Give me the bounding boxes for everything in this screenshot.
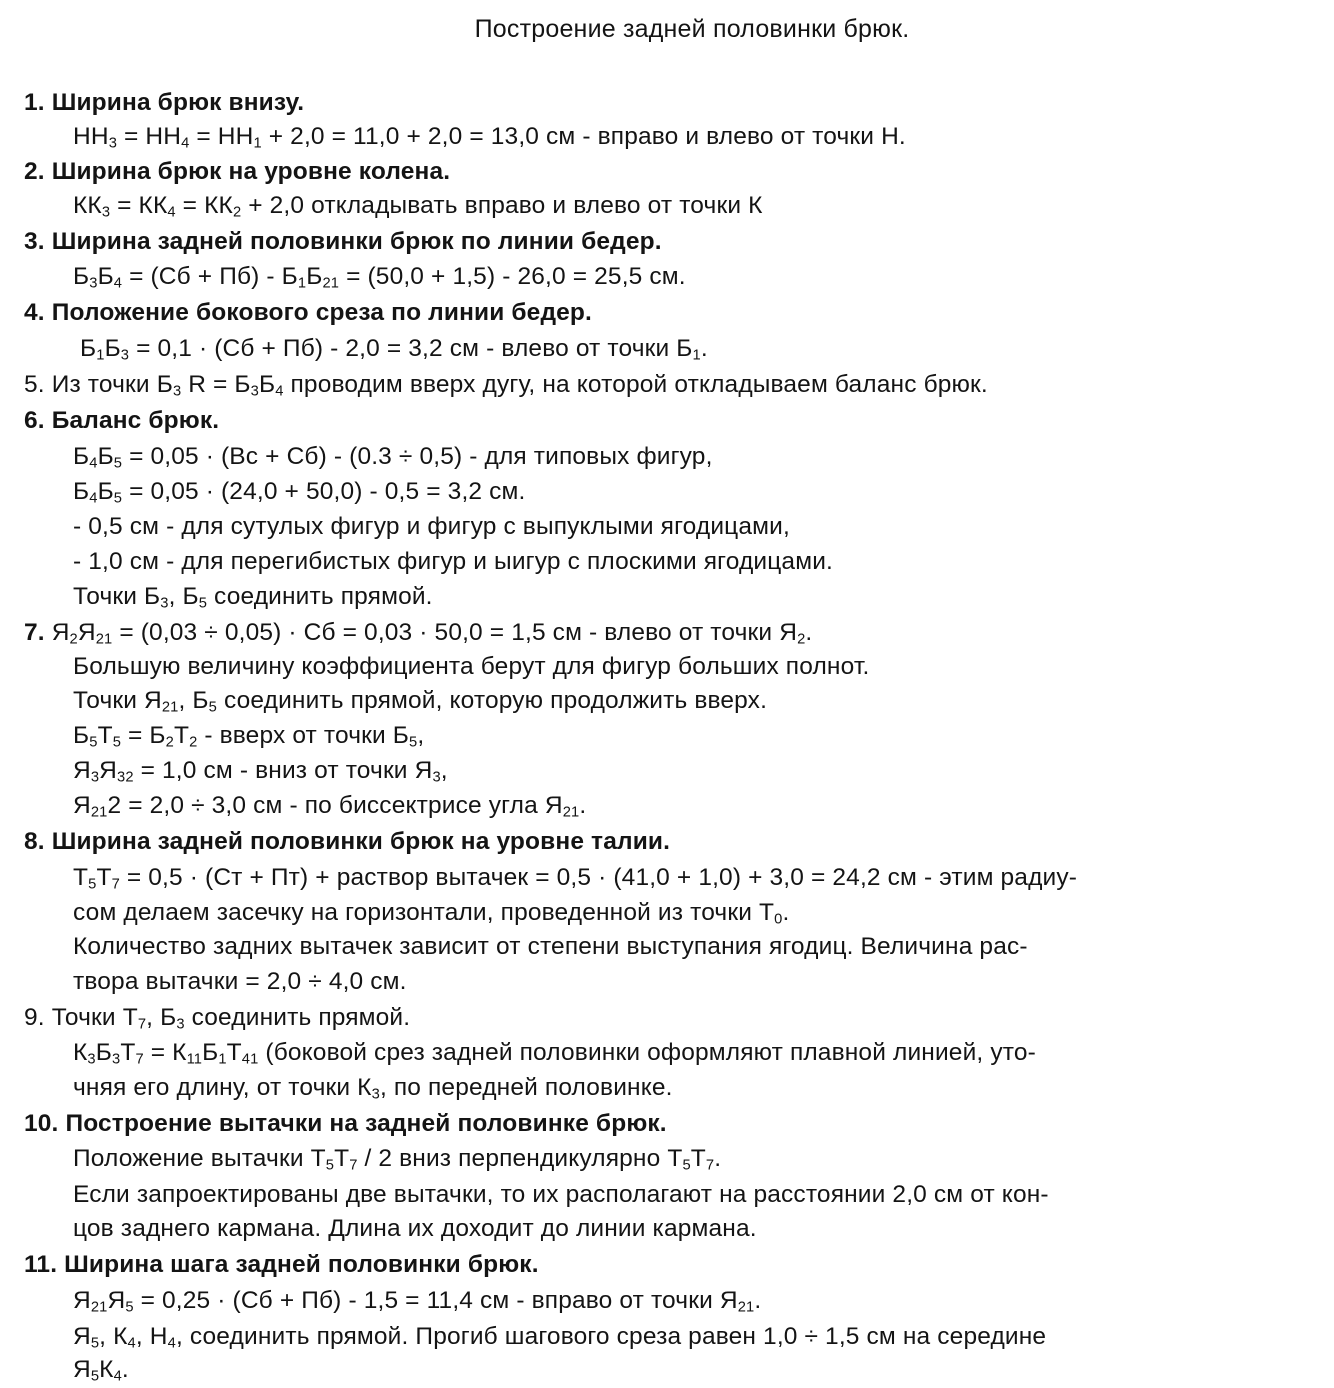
text-segment: Б	[104, 335, 121, 362]
subscript: 3	[101, 204, 111, 221]
subscript: 5	[112, 734, 122, 751]
text-segment: , соединить прямой. Прогиб шагового среза равен 1,0 ÷ 1,5 см на середине	[175, 1323, 1047, 1350]
subscript: 1	[297, 275, 307, 292]
subscript: 7	[111, 876, 120, 893]
text-segment: Б	[306, 263, 323, 290]
subscript: 2	[165, 734, 174, 751]
text-segment: - 0,5 см - для сутулых фигур и фигур с выпуклыми ягодицами,	[73, 513, 790, 540]
text-segment: Я	[73, 757, 91, 784]
text-segment: 5. Из точки Б	[24, 371, 173, 398]
text-segment: К	[73, 1039, 88, 1066]
subscript: 2	[189, 734, 198, 751]
text-segment: Б	[97, 263, 114, 290]
text-line	[73, 440, 713, 474]
text-segment: НН	[73, 123, 109, 150]
subscript: 3	[160, 595, 169, 612]
text-segment: Точки Я	[73, 687, 162, 714]
text-line	[73, 1284, 761, 1318]
subscript: 5	[682, 1157, 691, 1174]
text-segment: 2. Ширина брюк на уровне колена.	[24, 158, 451, 185]
text-line	[73, 684, 767, 718]
text-segment: Количество задних вытачек зависит от степени выступания ягодиц. Величина рас-	[73, 933, 1028, 960]
subscript: 21	[562, 804, 580, 821]
subscript: 2	[69, 631, 78, 648]
subscript: 21	[90, 1299, 108, 1316]
text-segment: Т	[690, 1145, 706, 1172]
text-segment: ,	[417, 722, 425, 749]
text-line	[73, 965, 407, 999]
text-segment: (боковой срез задней половинки оформляют плавной линией, уто-	[258, 1039, 1036, 1066]
text-segment: .	[782, 899, 790, 926]
text-segment: соединить прямой, которую продолжить вверх.	[216, 687, 768, 714]
text-segment: соединить прямой.	[184, 1004, 411, 1031]
subscript: 1	[692, 347, 701, 364]
text-segment: = КК	[110, 192, 168, 219]
subscript: 3	[371, 1086, 380, 1103]
text-segment: = 1,0 см - вниз от точки Я	[133, 757, 433, 784]
subscript: 5	[198, 595, 208, 612]
text-line	[73, 650, 869, 684]
text-line	[73, 1071, 673, 1105]
text-line	[73, 1036, 1036, 1070]
subscript: 5	[113, 490, 123, 507]
text-segment: Т	[96, 864, 112, 891]
text-line	[73, 1178, 1049, 1212]
text-segment: = К	[143, 1039, 187, 1066]
text-segment: 8. Ширина задней половинки брюк на уровне талии.	[24, 828, 671, 855]
text-segment: 6. Баланс брюк.	[24, 407, 220, 434]
subscript: 5	[89, 734, 98, 751]
page-title: Построение задней половинки брюк.	[474, 15, 910, 43]
subscript: 5	[113, 455, 123, 472]
text-line	[73, 754, 448, 788]
subscript: 4	[167, 1335, 176, 1352]
text-segment: 10. Построение вытачки на задней половинке брюк.	[24, 1110, 667, 1137]
text-segment: 4. Положение бокового среза по линии бедер.	[24, 299, 592, 326]
subscript: 3	[111, 1051, 121, 1068]
text-segment: проводим вверх дугу, на которой откладываем баланс брюк.	[283, 371, 988, 398]
text-segment: Б	[80, 335, 97, 362]
subscript: 5	[325, 1157, 335, 1174]
text-segment: 1. Ширина брюк внизу.	[24, 89, 305, 116]
text-segment: = 0,5 · (Ст + Пт) + раствор вытачек = 0,5 · (41,0 + 1,0) + 3,0 = 24,2 см - этим радиу-	[119, 864, 1078, 891]
subscript: 3	[87, 1051, 96, 1068]
text-segment: Я	[73, 792, 91, 819]
text-segment: , К	[99, 1323, 128, 1350]
text-line	[73, 789, 586, 823]
text-segment: Б	[97, 478, 114, 505]
subscript: 1	[218, 1051, 227, 1068]
text-segment: = 0,05 · (Вс + Сб) - (0.3 ÷ 0,5) - для типовых фигур,	[122, 443, 713, 470]
text-segment: 3. Ширина задней половинки брюк по линии бедер.	[24, 228, 662, 255]
text-segment: Я	[107, 1287, 126, 1314]
section-heading	[24, 155, 450, 189]
subscript: 1	[253, 135, 262, 152]
text-segment: .	[579, 792, 587, 819]
text-line	[24, 1001, 410, 1035]
subscript: 21	[322, 275, 340, 292]
text-segment: - вверх от точки Б	[197, 722, 410, 749]
subscript: 4	[181, 135, 190, 152]
section-heading	[24, 296, 592, 330]
text-line	[73, 861, 1077, 895]
subscript: 2	[797, 631, 806, 648]
text-segment: 9. Точки Т	[24, 1004, 138, 1031]
text-segment: Б	[97, 443, 114, 470]
subscript: 7	[135, 1051, 144, 1068]
text-segment: Т	[334, 1145, 350, 1172]
text-segment: сом делаем засечку на горизонтали, проведенной из точки Т	[73, 899, 775, 926]
subscript: 11	[186, 1051, 203, 1068]
section-heading	[24, 1107, 667, 1141]
text-segment: Я	[51, 619, 70, 646]
text-line	[73, 1212, 757, 1246]
subscript: 5	[90, 1335, 100, 1352]
subscript: 3	[89, 275, 98, 292]
subscript: 7	[137, 1016, 147, 1033]
section-heading	[24, 225, 662, 259]
subscript: 4	[113, 275, 123, 292]
subscript: 3	[108, 135, 118, 152]
subscript: 1	[96, 347, 105, 364]
text-segment: Большую величину коэффициента берут для фигур больших полнот.	[73, 653, 870, 680]
text-line	[73, 189, 763, 223]
section-heading	[24, 825, 670, 859]
text-segment: , Б	[178, 687, 209, 714]
text-line	[24, 616, 812, 650]
section-heading	[24, 1248, 539, 1282]
text-line	[73, 260, 686, 294]
subscript: 4	[89, 490, 98, 507]
text-line	[73, 896, 789, 930]
text-segment: , Н	[135, 1323, 168, 1350]
text-segment: , Б	[168, 583, 199, 610]
text-segment: .	[754, 1287, 762, 1314]
text-segment: = КК	[175, 192, 233, 219]
text-segment: .	[121, 1356, 129, 1383]
text-line	[73, 1353, 129, 1387]
text-line	[73, 1142, 721, 1176]
subscript: 4	[167, 204, 176, 221]
subscript: 3	[432, 769, 441, 786]
subscript: 3	[250, 383, 259, 400]
text-segment: 2 = 2,0 ÷ 3,0 см - по биссектрисе угла Я	[107, 792, 563, 819]
text-line	[73, 475, 525, 509]
text-segment: Б	[73, 443, 90, 470]
text-segment: 7.	[24, 619, 52, 646]
subscript: 5	[208, 699, 217, 716]
text-segment: КК	[73, 192, 102, 219]
text-segment: , Б	[146, 1004, 177, 1031]
text-segment: Если запроектированы две вытачки, то их располагают на расстоянии 2,0 см от кон-	[73, 1181, 1049, 1208]
section-heading	[24, 86, 304, 120]
text-segment: Я	[99, 757, 118, 784]
text-segment: цов заднего кармана. Длина их доходит до линии кармана.	[73, 1215, 757, 1242]
section-heading	[24, 404, 219, 438]
text-segment: Т	[97, 722, 113, 749]
subscript: 7	[705, 1157, 715, 1174]
subscript: 5	[409, 734, 418, 751]
text-segment: Т	[226, 1039, 242, 1066]
text-line	[73, 120, 906, 154]
subscript: 5	[125, 1299, 134, 1316]
text-segment: .	[700, 335, 708, 362]
subscript: 4	[275, 383, 284, 400]
text-segment: Б	[73, 722, 90, 749]
subscript: 3	[176, 1016, 185, 1033]
text-segment: Я	[77, 619, 96, 646]
text-segment: Т	[173, 722, 190, 749]
text-segment: 11. Ширина шага задней половинки брюк.	[24, 1251, 539, 1278]
text-segment: .	[714, 1145, 722, 1172]
text-segment: = 0,25 · (Сб + Пб) - 1,5 = 11,4 см - вправо от точки Я	[133, 1287, 738, 1314]
text-line	[73, 1320, 1046, 1354]
text-segment: Б	[259, 371, 276, 398]
text-segment: Точки Б	[73, 583, 161, 610]
text-segment: + 2,0 откладывать вправо и влево от точки К	[241, 192, 763, 219]
subscript: 3	[120, 347, 130, 364]
text-segment: - 1,0 см - для перегибистых фигур и ыигур с плоскими ягодицами.	[73, 548, 833, 575]
text-segment: твора вытачки = 2,0 ÷ 4,0 см.	[73, 968, 407, 995]
text-segment: = НН	[117, 123, 182, 150]
text-segment: + 2,0 = 11,0 + 2,0 = 13,0 см - вправо и влево от точки Н.	[261, 123, 906, 150]
subscript: 21	[737, 1299, 755, 1316]
text-segment: Б	[95, 1039, 112, 1066]
text-segment: К	[99, 1356, 114, 1383]
subscript: 32	[117, 769, 134, 786]
text-line	[24, 368, 988, 402]
subscript: 21	[95, 631, 113, 648]
subscript: 7	[349, 1157, 358, 1174]
text-segment: Б	[73, 263, 90, 290]
text-line	[73, 719, 424, 753]
text-line	[80, 332, 708, 366]
text-segment: = Б	[121, 722, 166, 749]
text-segment: = (0,03 ÷ 0,05) · Сб = 0,03 · 50,0 = 1,5 см - влево от точки Я	[112, 619, 798, 646]
text-segment: Т	[120, 1039, 136, 1066]
text-line	[73, 545, 833, 579]
text-segment: Положение вытачки Т	[73, 1145, 326, 1172]
text-segment: соединить прямой.	[207, 583, 433, 610]
text-segment: = (Сб + Пб) - Б	[122, 263, 298, 290]
subscript: 21	[90, 804, 108, 821]
subscript: 3	[90, 769, 100, 786]
text-segment: Б	[73, 478, 90, 505]
text-line	[73, 580, 433, 614]
text-segment: = 0,1 · (Сб + Пб) - 2,0 = 3,2 см - влево от точки Б	[129, 335, 693, 362]
text-segment: , по передней половинке.	[379, 1074, 673, 1101]
text-segment: чняя его длину, от точки К	[73, 1074, 372, 1101]
text-segment: Я	[73, 1356, 91, 1383]
text-line	[73, 510, 790, 544]
subscript: 5	[88, 876, 97, 893]
text-segment: = 0,05 · (24,0 + 50,0) - 0,5 = 3,2 см.	[122, 478, 526, 505]
subscript: 4	[113, 1368, 122, 1385]
subscript: 3	[172, 383, 182, 400]
subscript: 2	[232, 204, 242, 221]
subscript: 4	[127, 1335, 136, 1352]
subscript: 41	[241, 1051, 259, 1068]
subscript: 5	[90, 1368, 100, 1385]
text-segment: .	[805, 619, 813, 646]
text-segment: Б	[202, 1039, 219, 1066]
text-segment: = НН	[189, 123, 254, 150]
text-segment: / 2 вниз перпендикулярно Т	[357, 1145, 683, 1172]
subscript: 21	[161, 699, 179, 716]
subscript: 4	[89, 455, 98, 472]
subscript: 0	[774, 911, 783, 928]
text-segment: ,	[440, 757, 448, 784]
text-segment: Я	[73, 1323, 91, 1350]
text-segment: Я	[73, 1287, 91, 1314]
text-segment: = (50,0 + 1,5) - 26,0 = 25,5 см.	[339, 263, 686, 290]
text-line	[73, 930, 1028, 964]
text-segment: Т	[73, 864, 89, 891]
text-segment: R = Б	[181, 371, 251, 398]
